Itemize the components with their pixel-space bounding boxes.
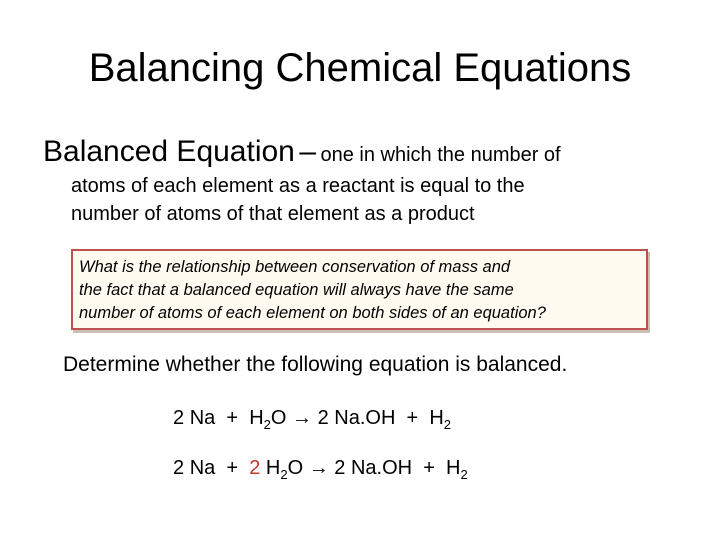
element-o: O bbox=[270, 407, 287, 429]
plus-sign: + bbox=[406, 407, 419, 429]
question-line-2: the fact that a balanced equation will always have the same bbox=[79, 281, 514, 299]
right-arrow-icon: → bbox=[308, 457, 329, 479]
slide-title: Balancing Chemical Equations bbox=[88, 46, 632, 90]
definition-text-start: one in which the number of bbox=[320, 144, 561, 166]
equation-balanced bbox=[173, 453, 468, 485]
question-box bbox=[71, 249, 648, 330]
definition-line-1 bbox=[43, 134, 561, 175]
question-line-3: number of atoms of each element on both sides of an equation? bbox=[79, 304, 546, 322]
coefficient-naoh: 2 bbox=[317, 407, 329, 429]
element-h: H bbox=[446, 457, 461, 479]
formula-h2o bbox=[265, 457, 304, 482]
definition-dash: – bbox=[299, 135, 317, 168]
equation-unbalanced bbox=[173, 403, 451, 435]
subscript: 2 bbox=[263, 417, 271, 432]
coefficient-na: 2 bbox=[173, 407, 185, 429]
formula-h2o bbox=[249, 407, 287, 432]
formula-h2 bbox=[446, 457, 468, 482]
question-line-1: What is the relationship between conservation of mass and bbox=[79, 258, 511, 276]
right-arrow-icon: → bbox=[292, 407, 313, 429]
element-h: H bbox=[249, 407, 264, 429]
definition-continuation bbox=[71, 172, 701, 228]
formula-naoh: Na.OH bbox=[334, 407, 396, 429]
balance-prompt: Determine whether the following equation is balanced. bbox=[63, 353, 568, 376]
plus-sign: + bbox=[226, 407, 239, 429]
element-o: O bbox=[287, 457, 304, 479]
coefficient-na: 2 bbox=[173, 457, 185, 479]
definition-term: Balanced Equation bbox=[43, 135, 295, 168]
definition-line-3: number of atoms of that element as a product bbox=[71, 203, 475, 225]
subscript: 2 bbox=[460, 467, 468, 482]
element-h: H bbox=[429, 407, 444, 429]
formula-na: Na bbox=[189, 407, 216, 429]
definition-line-2: atoms of each element as a reactant is equal to the bbox=[71, 175, 525, 197]
formula-h2 bbox=[429, 407, 452, 432]
formula-na: Na bbox=[189, 457, 216, 479]
plus-sign: + bbox=[423, 457, 435, 479]
plus-sign: + bbox=[226, 457, 239, 479]
coefficient-naoh: 2 bbox=[334, 457, 346, 479]
coefficient-h2o-highlight: 2 bbox=[249, 457, 261, 479]
element-h: H bbox=[265, 457, 281, 479]
subscript: 2 bbox=[443, 417, 452, 432]
formula-naoh: Na.OH bbox=[350, 457, 413, 479]
subscript: 2 bbox=[280, 467, 288, 482]
